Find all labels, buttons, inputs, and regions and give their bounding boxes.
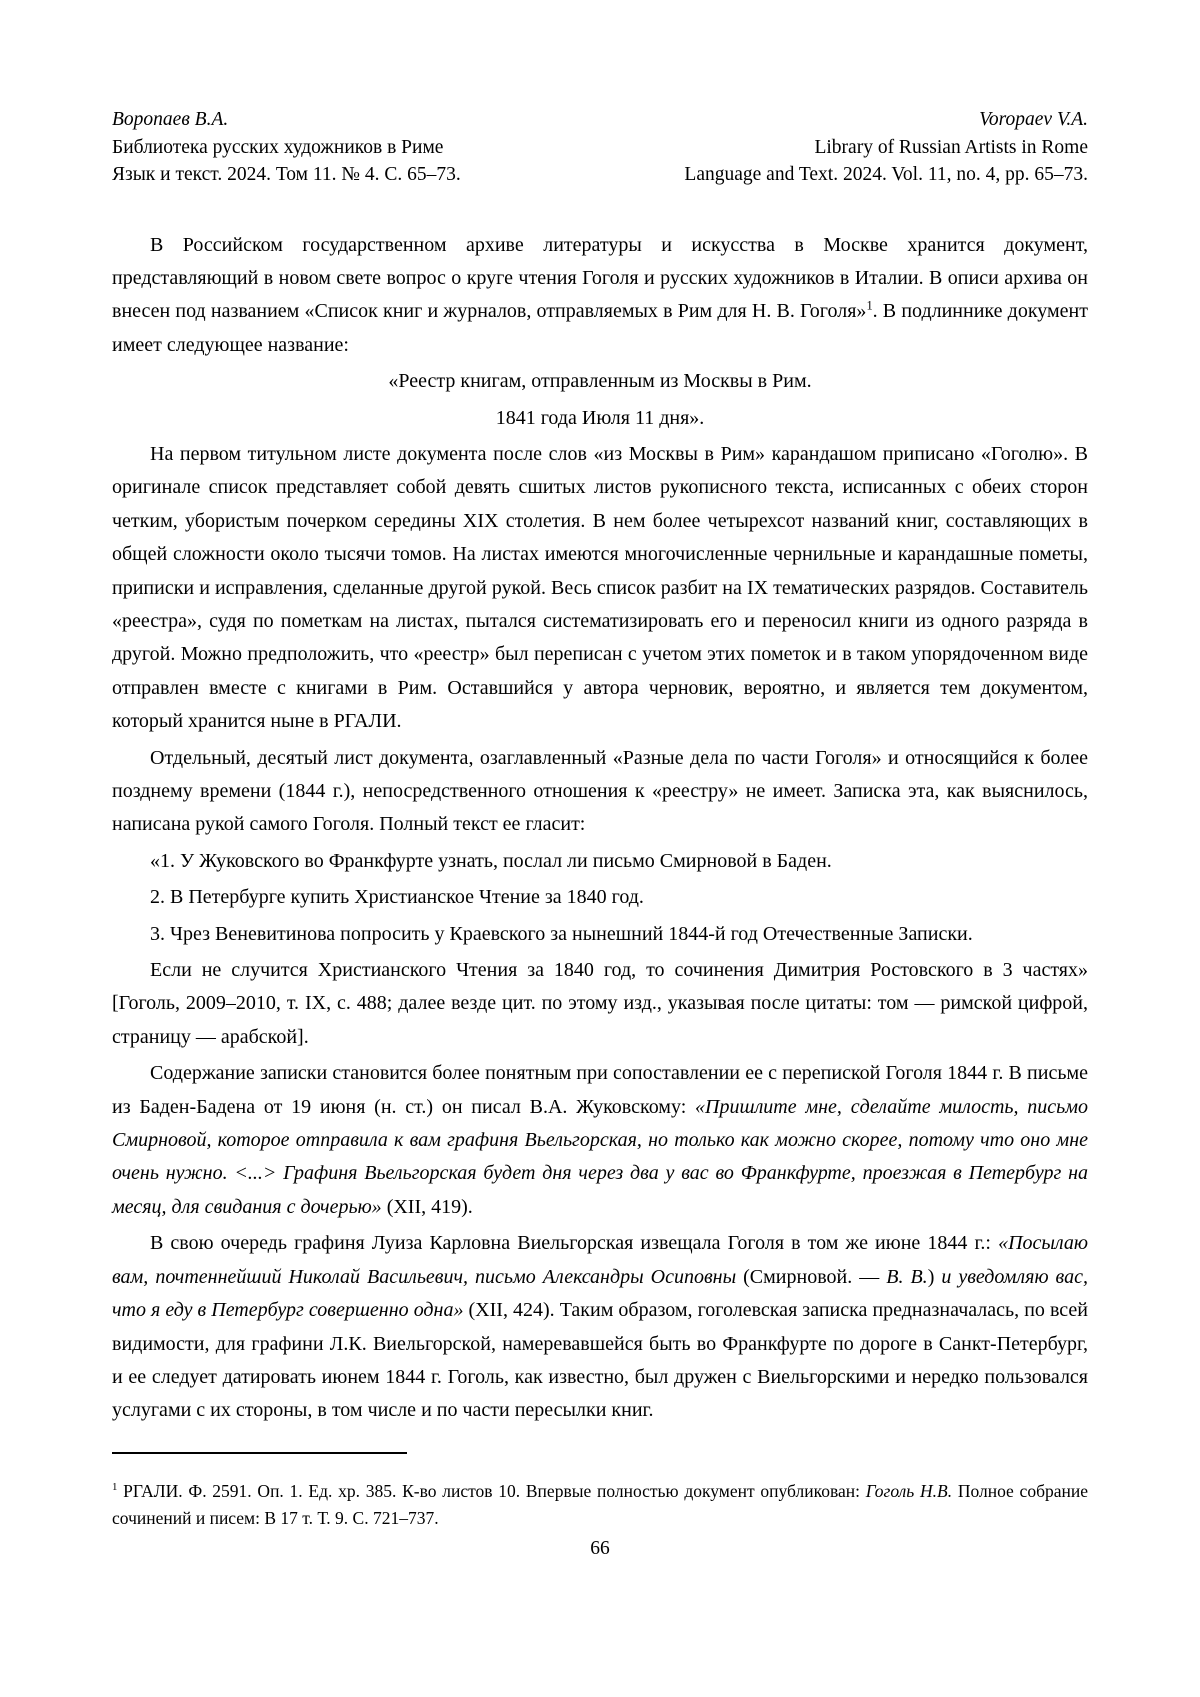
paragraph: 2. В Петербурге купить Христианское Чтение за 1840 год. — [150, 886, 644, 909]
page-number: 66 — [590, 1537, 610, 1559]
article-body — [112, 229, 1088, 1428]
footnote — [112, 1478, 1088, 1532]
paragraph: «1. У Жуковского во Франкфурте узнать, послал ли письмо Смирновой в Баден. — [150, 849, 832, 872]
paragraph: «Реестр книгам, отправленным из Москвы в Рим. — [388, 370, 812, 393]
header-author-en: Voropaev V.A. — [979, 109, 1088, 130]
paragraph: На первом титульном листе документа после слов «из Москвы в Рим» карандашом приписано «Гоголю». В оригинале список представляет собой девять сшитых листов рукописного текста, исписанных с обеих сторон четким, убористым почерком середины XIX столетия. В нем более четырехсот названий книг, составляющих в общей сложности около тысячи томов. На листах имеются многочисленные чернильные и карандашные пометы, приписки и исправления, сделанные другой рукой. Весь список разбит на IX тематических разрядов. Составитель «реестра», судя по пометкам на листах, пытался систематизировать его и переносил книги из одного разряда в другой. Можно предположить, что «реестр» был переписан с учетом этих пометок и в таком упорядоченном виде отправлен вместе с книгами в Рим. Оставшийся у автора черновик, вероятно, и является тем документом, который хранится ныне в РГАЛИ. — [112, 442, 1088, 733]
header-right — [684, 106, 1088, 189]
paragraph: 3. Чрез Веневитинова попросить у Краевского за нынешний 1844-й год Отечественные Записки. — [150, 922, 973, 945]
header-citation-en: Language and Text. 2024. Vol. 11, no. 4, pp. 65–73. — [684, 164, 1088, 185]
paragraph: Отдельный, десятый лист документа, озаглавленный «Разные дела по части Гоголя» и относящийся к более позднему времени (1844 г.), непосредственного отношения к «реестру» не имеет. Записка эта, как выяснилось, написана рукой самого Гоголя. Полный текст ее гласит: — [112, 746, 1088, 836]
header-citation-ru: Язык и текст. 2024. Том 11. № 4. С. 65–73. — [112, 164, 461, 185]
footnote-separator — [112, 1452, 407, 1454]
paragraph: В Российском государственном архиве литературы и искусства в Москве хранится документ, представляющий в новом свете вопрос о круге чтения Гоголя и русских художников в Италии. В описи архива он внесен под названием «Список книг и журналов, отправляемых в Рим для Н. В. Гоголя»$^1$. В подлиннике документ имеет следующее название: — [112, 233, 1088, 356]
paragraph: Если не случится Христианского Чтения за 1840 год, то сочинения Димитрия Ростовского в 3 частях» [Гоголь, 2009–2010, т. IX, с. 488; далее везде цит. по этому изд., указывая после цитаты: том — римской цифрой, страницу — арабской]. — [112, 959, 1088, 1048]
running-header — [112, 106, 1088, 189]
paragraph: В свою очередь графиня Луиза Карловна Виельгорская извещала Гоголя в том же июне 1844 г.: «Посылаю вам, почтеннейший Николай Васильевич, письмо Александры Осиповны (Смирновой. — В. В.) и уведомляю вас, что я еду в Петербург совершенно одна» (XII, 424). Таким образом, гоголевская записка предназначалась, по всей видимости, для графини Л.К. Виельгорской, намеревавшейся быть во Франкфурте по дороге в Санкт-Петербург, и ее следует датировать июнем 1844 г. Гоголь, как известно, был дружен с Виельгорскими и нередко пользовался услугами с их стороны, в том числе и по части пересылки книг. — [112, 1232, 1088, 1422]
header-author-ru: Воропаев В.А. — [112, 109, 229, 130]
paragraph: $^1$ РГАЛИ. Ф. 2591. Оп. 1. Ед. хр. 385. К-во листов 10. Впервые полностью документ опубликован: Гоголь Н.В. Полное собрание сочинений и писем: В 17 т. Т. 9. С. 721–737. — [112, 1480, 1088, 1528]
header-title-ru: Библиотека русских художников в Риме — [112, 136, 444, 158]
header-title-en: Library of Russian Artists in Rome — [814, 136, 1088, 158]
paragraph: 1841 года Июля 11 дня». — [495, 406, 705, 429]
header-left — [112, 106, 461, 189]
paragraph: Содержание записки становится более понятным при сопоставлении ее с перепиской Гоголя 1844 г. В письме из Баден-Бадена от 19 июня (н. ст.) он писал В.А. Жуковскому: «Пришлите мне, сделайте милость, письмо Смирновой, которое отправила к вам графиня Вьельгорская, но только как можно скорее, потому что оно мне очень нужно. <...> Графиня Вьельгорская будет дня через два у вас во Франкфурте, проезжая в Петербург на месяц, для свидания с дочерью» (XII, 419). — [112, 1062, 1088, 1218]
